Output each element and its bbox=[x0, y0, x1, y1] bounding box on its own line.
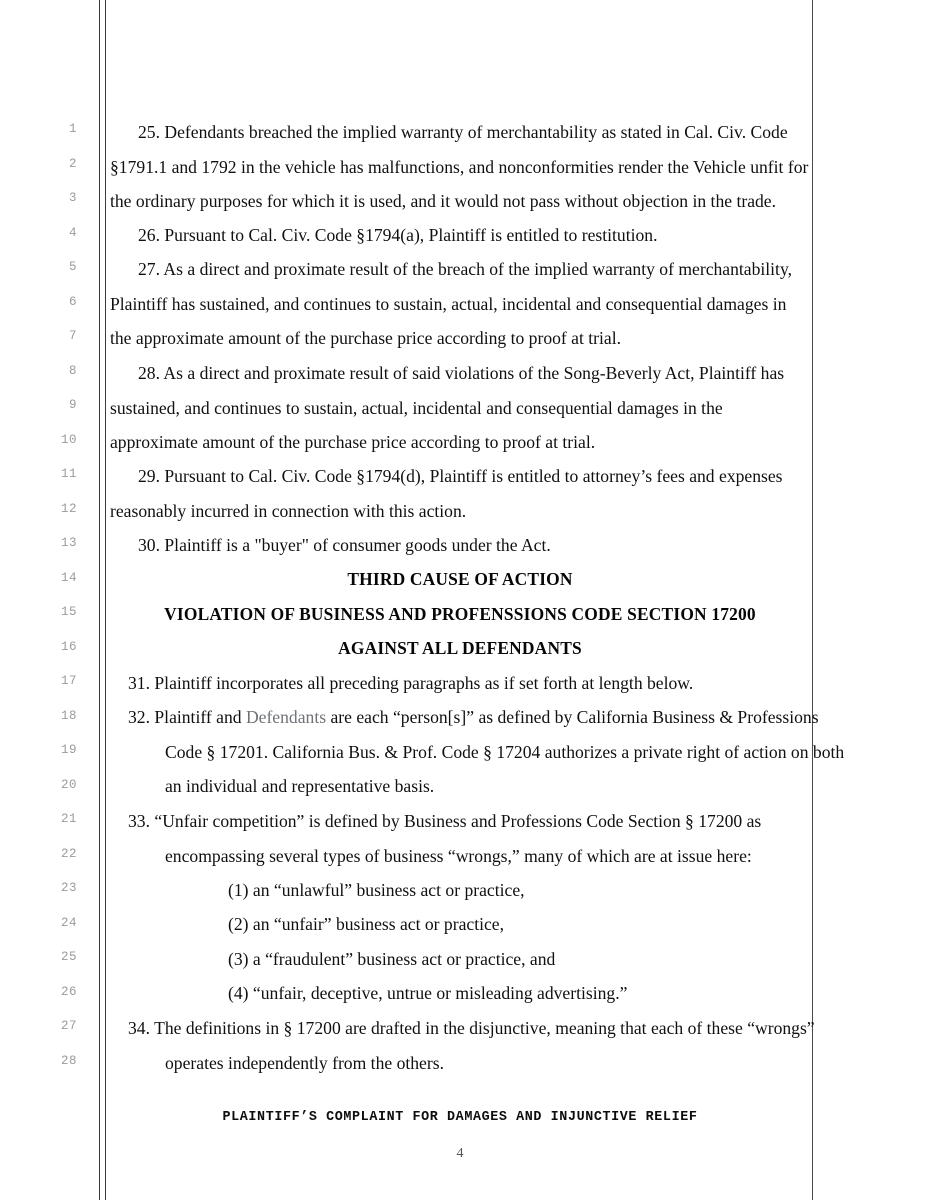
line-number-10: 10 bbox=[60, 432, 77, 447]
line-number-19: 19 bbox=[60, 743, 77, 757]
paragraph-32-part-b: are each “person[s]” as defined by California Business & Professions Code § 17201. California Bus. & Prof. Code § 17204 authorizes a private right of action on both an individual and representative basis. bbox=[165, 707, 845, 796]
line-number-27: 27 bbox=[60, 1019, 77, 1033]
paragraph-33: 33. “Unfair competition” is defined by Business and Professions Code Section § 17200 as encompassing several types of business “wrongs,” many of which are at issue here: bbox=[128, 811, 762, 866]
line-number-20: 20 bbox=[60, 777, 77, 792]
paragraph-30: 30. Plaintiff is a "buyer" of consumer goods under the Act. bbox=[138, 535, 551, 555]
line-number-24: 24 bbox=[60, 915, 77, 930]
line-number-25: 25 bbox=[60, 950, 77, 964]
line-number-28: 28 bbox=[60, 1053, 77, 1068]
line-number-14: 14 bbox=[60, 570, 77, 585]
line-number-5: 5 bbox=[68, 260, 77, 274]
line-number-26: 26 bbox=[60, 984, 77, 999]
paragraph-32-defendants-term: Defendants bbox=[245, 707, 327, 727]
page-number: 4 bbox=[456, 1146, 464, 1161]
paragraph-28: 28. As a direct and proximate result of said violations of the Song-Beverly Act, Plaintiff has sustained, and continues to sustain, actual, incidental and consequential damages in the approximate amount of the purchase price according to proof at trial. bbox=[110, 363, 785, 452]
left-margin-rule-outer bbox=[99, 0, 100, 1200]
line-number-7: 7 bbox=[68, 329, 77, 343]
line-number-8: 8 bbox=[68, 363, 77, 378]
paragraph-29: 29. Pursuant to Cal. Civ. Code §1794(d), Plaintiff is entitled to attorney’s fees and expenses reasonably incurred in connection with this action. bbox=[110, 466, 783, 521]
line-number-3: 3 bbox=[68, 191, 77, 205]
line-number-2: 2 bbox=[68, 156, 77, 171]
line-number-21: 21 bbox=[60, 812, 77, 826]
paragraph-32 bbox=[128, 700, 847, 804]
line-number-gutter bbox=[0, 0, 95, 1200]
line-number-18: 18 bbox=[60, 708, 77, 723]
paragraph-32-part-a: 32. Plaintiff and bbox=[128, 707, 246, 727]
left-margin-rule-inner bbox=[105, 0, 106, 1200]
subitem-4-advertising: (4) “unfair, deceptive, untrue or misleading advertising.” bbox=[228, 983, 628, 1003]
footer-document-title: PLAINTIFF’S COMPLAINT FOR DAMAGES AND INJUNCTIVE RELIEF bbox=[222, 1110, 698, 1125]
line-number-12: 12 bbox=[60, 501, 77, 516]
line-number-22: 22 bbox=[60, 846, 77, 861]
heading-third-cause-of-action: THIRD CAUSE OF ACTION bbox=[347, 569, 573, 589]
paragraph-26: 26. Pursuant to Cal. Civ. Code §1794(a), Plaintiff is entitled to restitution. bbox=[138, 225, 658, 245]
paragraph-31: 31. Plaintiff incorporates all preceding paragraphs as if set forth at length below. bbox=[128, 673, 694, 693]
line-number-16: 16 bbox=[60, 639, 77, 654]
line-number-15: 15 bbox=[60, 605, 77, 619]
subitem-1-unlawful: (1) an “unlawful” business act or practice, bbox=[228, 880, 525, 900]
subitem-3-fraudulent: (3) a “fraudulent” business act or practice, and bbox=[228, 949, 556, 969]
line-number-11: 11 bbox=[60, 467, 77, 481]
paragraph-25: 25. Defendants breached the implied warranty of merchantability as stated in Cal. Civ. Code §1791.1 and 1792 in the vehicle has malfunctions, and nonconformities render the Vehicle unfit for the ordinary purposes for which it is used, and it would not pass without objection in the trade. bbox=[110, 122, 809, 211]
heading-violation-section: VIOLATION OF BUSINESS AND PROFENSSIONS CODE SECTION 17200 bbox=[164, 604, 756, 624]
paragraph-27: 27. As a direct and proximate result of the breach of the implied warranty of merchantability, Plaintiff has sustained, and continues to sustain, actual, incidental and consequential damages in the approximate amount of the purchase price according to proof at trial. bbox=[110, 259, 793, 348]
line-number-4: 4 bbox=[68, 225, 77, 240]
document-body bbox=[110, 0, 845, 1200]
line-number-9: 9 bbox=[68, 398, 77, 412]
paragraph-34: 34. The definitions in § 17200 are drafted in the disjunctive, meaning that each of these “wrongs” operates independently from the others. bbox=[128, 1018, 815, 1073]
line-number-1: 1 bbox=[68, 122, 77, 136]
line-number-17: 17 bbox=[60, 674, 77, 688]
line-number-6: 6 bbox=[68, 294, 77, 309]
subitem-2-unfair: (2) an “unfair” business act or practice, bbox=[228, 914, 504, 934]
heading-against-all-defendants: AGAINST ALL DEFENDANTS bbox=[338, 638, 582, 658]
line-number-23: 23 bbox=[60, 881, 77, 895]
line-number-13: 13 bbox=[60, 536, 77, 550]
